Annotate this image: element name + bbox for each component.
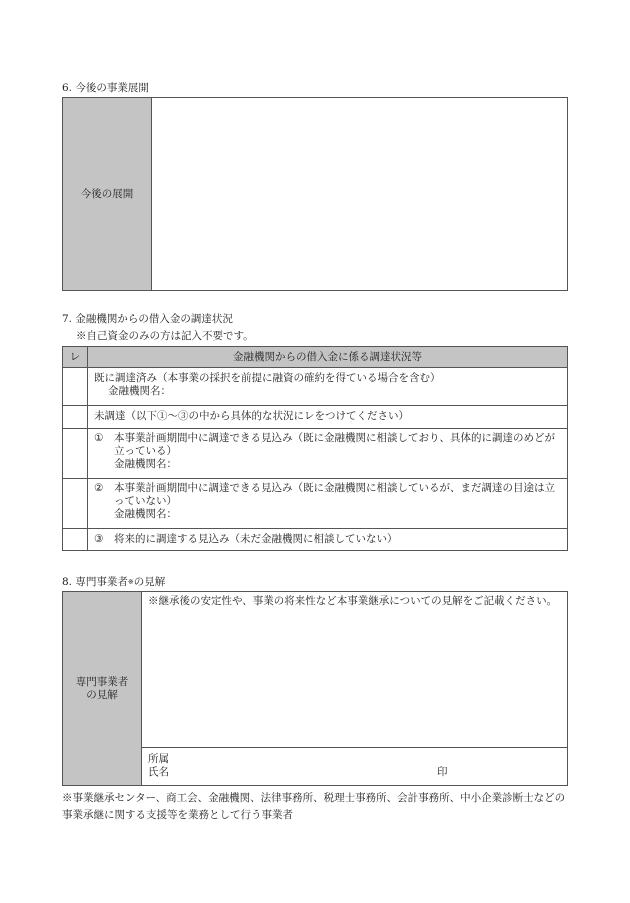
- expert-opinion-table: [62, 591, 568, 786]
- section8-heading-tail: の見解: [133, 576, 166, 588]
- not-procured-text: 未調達（以下①～③の中から具体的な状況にレをつけてください）: [88, 406, 568, 429]
- procured-cell: [88, 368, 568, 406]
- checkbox-option-1[interactable]: [63, 429, 88, 479]
- section7-heading: 7. 金融機関からの借入金の調達状況: [62, 313, 233, 325]
- funding-column-header: 金融機関からの借入金に係る調達状況等: [88, 347, 568, 368]
- expert-opinion-label-line1: 専門事業者: [75, 675, 129, 688]
- funding-status-table: [62, 346, 568, 551]
- option-1-text: 本事業計画期間中に調達できる見込み（既に金融機関に相談しており、具体的に調達のめどが立っている）: [114, 432, 555, 457]
- section7-note: ※自己資金のみの方は記入不要です。: [76, 330, 254, 342]
- option-1-number: ①: [94, 432, 104, 444]
- future-plan-table: [62, 97, 568, 291]
- expert-opinion-input[interactable]: [142, 592, 568, 748]
- seal-mark: 印: [437, 766, 448, 778]
- option-1-cell: [88, 429, 568, 479]
- option-2-bank-label: 金融機関名：: [114, 508, 177, 520]
- section6-heading: 6. 今後の事業展開: [62, 82, 149, 94]
- checkbox-option-2[interactable]: [63, 479, 88, 529]
- option-3-cell: [88, 529, 568, 551]
- option-3-text: 将来的に調達する見込み（未だ金融機関に相談していない）: [114, 533, 398, 545]
- option-2-text: 本事業計画期間中に調達できる見込み（既に金融機関に相談しているが、まだ調達の目途は立っていない）: [114, 482, 555, 507]
- expert-opinion-label: [63, 592, 142, 786]
- procured-text: 既に調達済み（本事業の採択を前提に融資の確約を得ている場合を含む）: [94, 372, 441, 384]
- expert-signature-cell[interactable]: [142, 748, 568, 786]
- future-plan-label: 今後の展開: [63, 98, 152, 291]
- checkbox-procured[interactable]: [63, 368, 88, 406]
- check-column-header: レ: [63, 347, 88, 368]
- future-plan-input[interactable]: [152, 98, 568, 291]
- name-label: 氏名: [148, 766, 169, 778]
- option-1-bank-label: 金融機関名：: [114, 458, 177, 470]
- procured-bank-label: 金融機関名：: [108, 385, 171, 397]
- checkbox-option-3[interactable]: [63, 529, 88, 551]
- option-2-number: ②: [94, 482, 104, 494]
- footnote: ※事業継承センター、商工会、金融機関、法律事務所、税理士事務所、会計事務所、中小企業診断士などの事業承継に関する支援等を業務として行う事業者: [62, 792, 566, 821]
- section8-heading-text: 8. 専門事業者: [62, 576, 128, 588]
- checkbox-not-procured[interactable]: [63, 406, 88, 429]
- expert-opinion-instruction: ※継承後の安定性や、事業の将来性など本事業継承についての見解をご記載ください。: [148, 595, 558, 607]
- section8-heading-mark: ※: [127, 578, 134, 586]
- option-2-cell: [88, 479, 568, 529]
- expert-opinion-label-line2: の見解: [86, 688, 118, 701]
- option-3-number: ③: [94, 533, 104, 545]
- affiliation-label: 所属: [148, 753, 169, 765]
- section8-heading: [62, 576, 165, 589]
